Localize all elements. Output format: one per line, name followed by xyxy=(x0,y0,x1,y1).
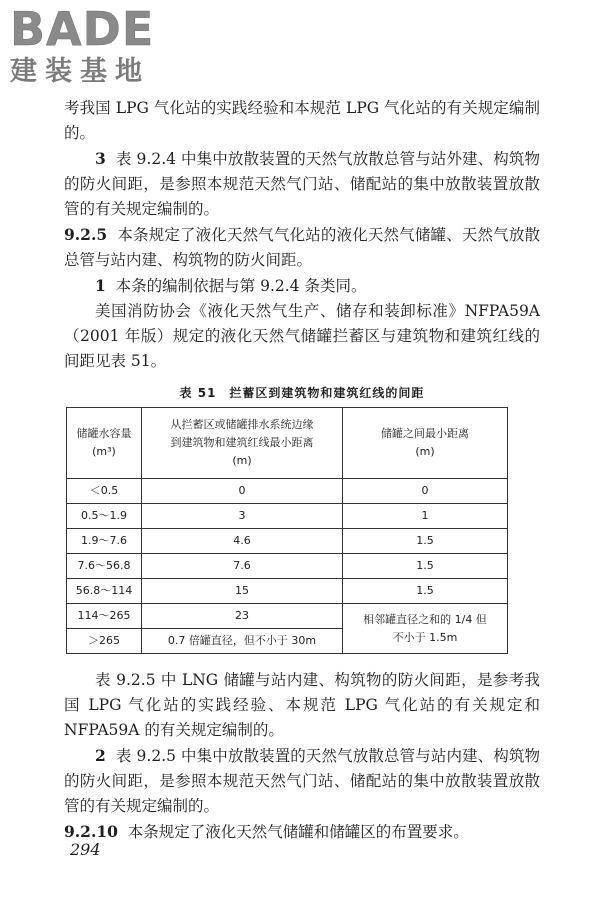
item-number: 1 xyxy=(95,276,106,295)
cell-to-building: 0.7 倍罐直径，但不小于 30m xyxy=(142,629,343,654)
paragraph-4 xyxy=(64,273,540,299)
table-row xyxy=(67,554,508,579)
table-row xyxy=(67,479,508,504)
paragraph-text: 本条规定了液化天然气储罐和储罐区的布置要求。 xyxy=(127,823,469,841)
cell-to-building: 23 xyxy=(142,604,343,629)
table-51 xyxy=(66,407,508,654)
paragraph-text: 表 9.2.5 中集中放散装置的天然气放散总管与站内建、构筑物的防火间距，是参照本规范天然气门站、储配站的集中放散装置放散管的有关规定编制的。 xyxy=(64,747,541,815)
table-row xyxy=(67,579,508,604)
paragraph-5: 美国消防协会《液化天然气生产、储存和装卸标准》NFPA59A（2001 年版）规定的液化天然气储罐拦蓄区与建筑物和建筑红线的间距见表 51。 xyxy=(64,302,540,370)
paragraph-2 xyxy=(64,146,540,222)
paragraph-text: 表 9.2.4 中集中放散装置的天然气放散总管与站外建、构筑物的防火间距，是参照本规范天然气门站、储配站的集中放散装置放散管的有关规定编制的。 xyxy=(64,150,541,218)
page-number: 294 xyxy=(70,840,101,859)
item-number: 2 xyxy=(95,746,106,765)
paragraph-8 xyxy=(64,819,540,845)
cell-to-building: 7.6 xyxy=(142,554,343,579)
header-to-building: 从拦蓄区或储罐排水系统边缘 到建筑物和建筑红线最小距离 (m) xyxy=(142,408,343,479)
table-row xyxy=(67,604,508,629)
table-caption: 表 51 拦蓄区到建筑物和建筑红线的间距 xyxy=(179,386,425,400)
cell-between: 0 xyxy=(343,479,508,504)
cell-to-building: 0 xyxy=(142,479,343,504)
cell-capacity: 7.6～56.8 xyxy=(67,554,142,579)
table-row xyxy=(67,529,508,554)
paragraph-6: 表 9.2.5 中 LNG 储罐与站内建、构筑物的防火间距，是参考我国 LPG 气化站的实践经验、本规范 LPG 气化站的有关规定和 NFPA59A 的有关规定编制的。 xyxy=(64,671,540,739)
item-number: 3 xyxy=(95,149,106,168)
paragraph-text: 本条规定了液化天然气气化站的液化天然气储罐、天然气放散总管与站内建、构筑物的防火间距。 xyxy=(64,226,540,269)
cell-to-building: 4.6 xyxy=(142,529,343,554)
brand-logo xyxy=(10,4,175,88)
paragraph-1: 考我国 LPG 气化站的实践经验和本规范 LPG 气化站的有关规定编制的。 xyxy=(64,99,540,142)
page-content xyxy=(64,96,540,845)
cell-capacity: 1.9～7.6 xyxy=(67,529,142,554)
cell-capacity: ＞265 xyxy=(67,629,142,654)
header-capacity: 储罐水容量 (m³) xyxy=(67,408,142,479)
logo-subtitle: 建装基地 xyxy=(10,56,150,87)
clause-number: 9.2.10 xyxy=(64,822,118,841)
cell-between-merged: 相邻罐直径之和的 1/4 但 不小于 1.5m xyxy=(343,604,508,654)
paragraph-7 xyxy=(64,743,540,819)
paragraph-text: 本条的编制依据与第 9.2.4 条类同。 xyxy=(115,277,367,295)
logo-wordmark: BADE xyxy=(10,2,155,56)
cell-capacity: 56.8～114 xyxy=(67,579,142,604)
table-row xyxy=(67,504,508,529)
cell-capacity: 114～265 xyxy=(67,604,142,629)
paragraph-3 xyxy=(64,222,540,273)
cell-between: 1.5 xyxy=(343,579,508,604)
cell-between: 1.5 xyxy=(343,554,508,579)
clause-number: 9.2.5 xyxy=(64,225,108,244)
table-header-row xyxy=(67,408,508,479)
cell-capacity: 0.5～1.9 xyxy=(67,504,142,529)
cell-between: 1 xyxy=(343,504,508,529)
cell-to-building: 3 xyxy=(142,504,343,529)
cell-between: 1.5 xyxy=(343,529,508,554)
cell-capacity: ＜0.5 xyxy=(67,479,142,504)
cell-to-building: 15 xyxy=(142,579,343,604)
header-between-tanks: 储罐之间最小距离 (m) xyxy=(343,408,508,479)
